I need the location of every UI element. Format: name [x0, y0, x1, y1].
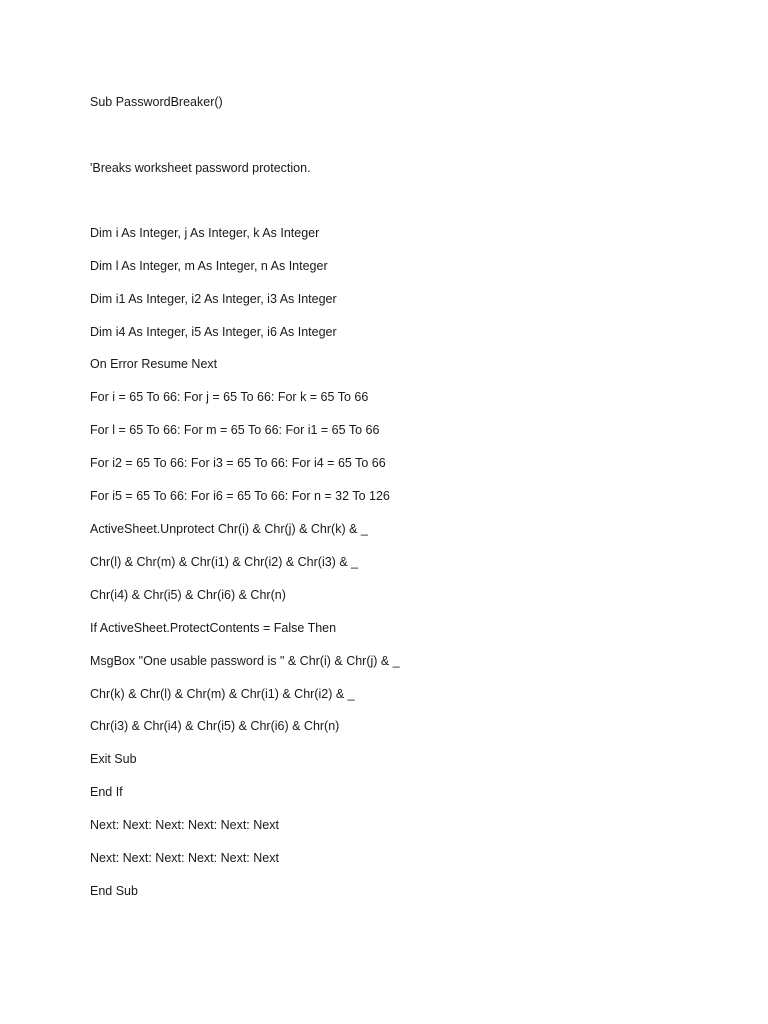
code-line: 'Breaks worksheet password protection. — [90, 161, 311, 175]
code-line: If ActiveSheet.ProtectContents = False Then — [90, 621, 337, 635]
code-line: MsgBox "One usable password is " & Chr(i) & Chr(j) & _ — [90, 654, 400, 668]
code-line: Next: Next: Next: Next: Next: Next — [90, 818, 279, 832]
code-line: Chr(k) & Chr(l) & Chr(m) & Chr(i1) & Chr(i2) & _ — [90, 687, 355, 701]
code-line: Sub PasswordBreaker() — [90, 95, 223, 109]
code-line: Exit Sub — [90, 752, 137, 766]
code-line: For i5 = 65 To 66: For i6 = 65 To 66: For n = 32 To 126 — [90, 489, 390, 503]
code-line: On Error Resume Next — [90, 357, 218, 371]
code-line: Chr(i3) & Chr(i4) & Chr(i5) & Chr(i6) & Chr(n) — [90, 719, 340, 733]
code-line: End Sub — [90, 884, 138, 898]
code-line: For i = 65 To 66: For j = 65 To 66: For k = 65 To 66 — [90, 390, 369, 404]
code-line: Dim i4 As Integer, i5 As Integer, i6 As Integer — [90, 325, 337, 339]
code-line: For i2 = 65 To 66: For i3 = 65 To 66: For i4 = 65 To 66 — [90, 456, 386, 470]
code-line: End If — [90, 785, 123, 799]
code-line: For l = 65 To 66: For m = 65 To 66: For i1 = 65 To 66 — [90, 423, 380, 437]
code-line: ActiveSheet.Unprotect Chr(i) & Chr(j) & Chr(k) & _ — [90, 522, 368, 536]
code-line: Dim l As Integer, m As Integer, n As Integer — [90, 259, 328, 273]
code-line: Chr(i4) & Chr(i5) & Chr(i6) & Chr(n) — [90, 588, 286, 602]
code-line: Next: Next: Next: Next: Next: Next — [90, 851, 279, 865]
code-line: Dim i1 As Integer, i2 As Integer, i3 As Integer — [90, 292, 337, 306]
code-line: Chr(l) & Chr(m) & Chr(i1) & Chr(i2) & Chr(i3) & _ — [90, 555, 359, 569]
code-line: Dim i As Integer, j As Integer, k As Integer — [90, 226, 320, 240]
